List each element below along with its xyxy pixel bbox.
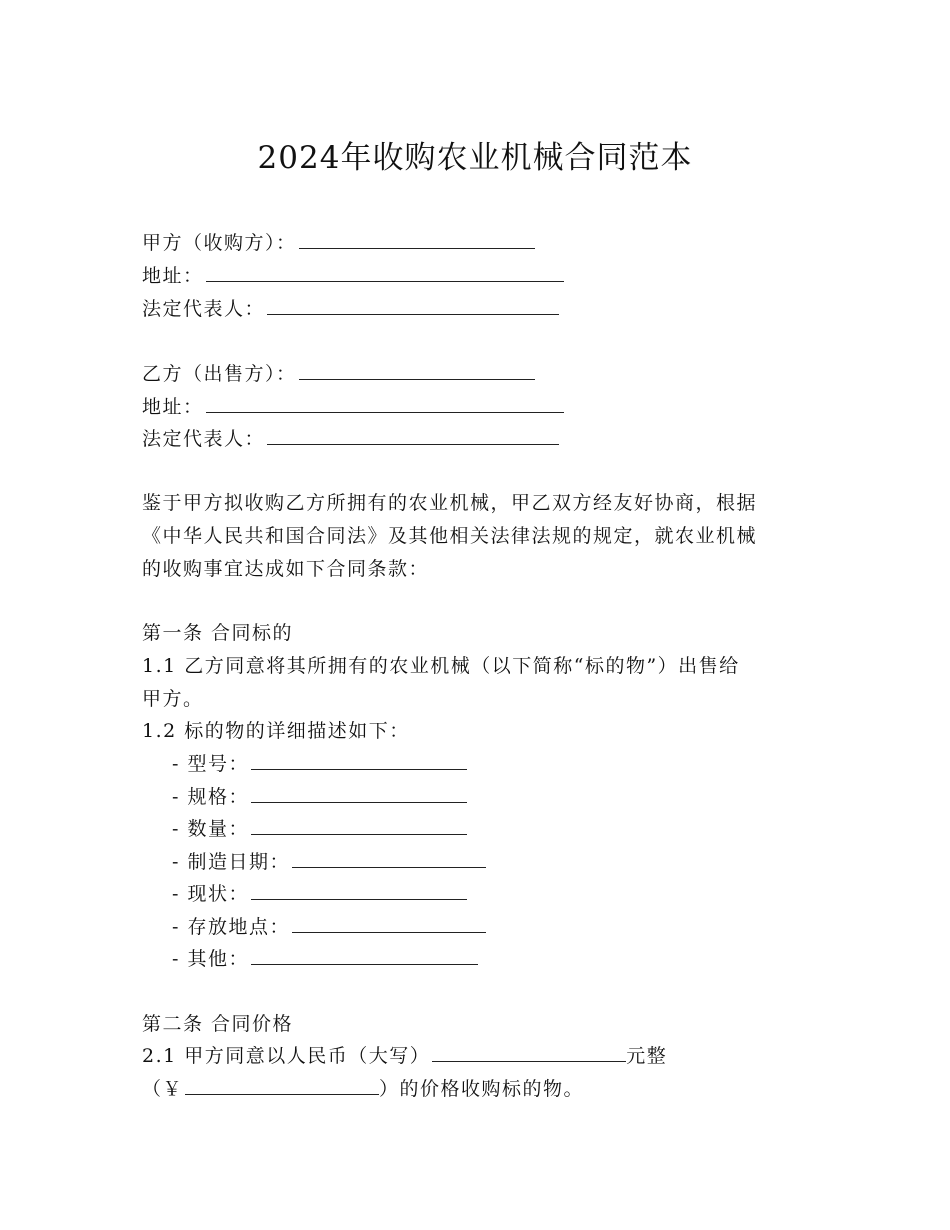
item-manufacture-date bbox=[172, 849, 486, 875]
party-a-name-line bbox=[142, 230, 535, 256]
item-condition bbox=[172, 881, 467, 907]
item-storage-location-label: - 存放地点： bbox=[172, 916, 290, 938]
preamble-line-3: 的收购事宜达成如下合同条款： bbox=[142, 558, 430, 580]
party-a-rep-blank[interactable] bbox=[267, 296, 559, 315]
clause-2-1-suffix: 元整 bbox=[626, 1045, 668, 1067]
clause-2-1-line-1 bbox=[142, 1043, 667, 1069]
item-spec-label: - 规格： bbox=[172, 786, 249, 808]
preamble-line-1: 鉴于甲方拟收购乙方所拥有的农业机械，甲乙双方经友好协商，根据 bbox=[142, 492, 758, 514]
item-storage-location-blank[interactable] bbox=[292, 914, 486, 933]
clause-1-1-line-2: 甲方。 bbox=[142, 688, 204, 710]
item-other-label: - 其他： bbox=[172, 948, 249, 970]
item-quantity-label: - 数量： bbox=[172, 818, 249, 840]
party-b-address-label: 地址： bbox=[142, 396, 204, 418]
price-words-blank[interactable] bbox=[432, 1043, 626, 1062]
party-b-rep-label: 法定代表人： bbox=[142, 428, 266, 450]
item-other bbox=[172, 946, 478, 972]
item-quantity bbox=[172, 816, 467, 842]
clause-1-1-line-1: 1.1 乙方同意将其所拥有的农业机械（以下简称“标的物”）出售给 bbox=[142, 655, 740, 677]
party-a-address-label: 地址： bbox=[142, 265, 204, 287]
party-b-address-line bbox=[142, 394, 564, 420]
party-b-rep-blank[interactable] bbox=[267, 426, 559, 445]
preamble-line-2: 《中华人民共和国合同法》及其他相关法律法规的规定，就农业机械 bbox=[142, 525, 758, 547]
party-b-rep-line bbox=[142, 426, 559, 452]
item-condition-blank[interactable] bbox=[251, 881, 467, 900]
clause-1-2: 1.2 标的物的详细描述如下： bbox=[142, 720, 410, 742]
clause-2-1-line-2 bbox=[142, 1076, 584, 1102]
party-b-name-line bbox=[142, 361, 535, 387]
party-a-rep-label: 法定代表人： bbox=[142, 298, 266, 320]
clause-2-1-line-2-suffix: ）的价格收购标的物。 bbox=[379, 1078, 585, 1100]
document-title: 2024年收购农业机械合同范本 bbox=[257, 140, 693, 176]
party-a-rep-line bbox=[142, 296, 559, 322]
party-a-label: 甲方（收购方）： bbox=[142, 232, 297, 254]
item-manufacture-date-blank[interactable] bbox=[292, 849, 486, 868]
item-storage-location bbox=[172, 914, 486, 940]
article-2-heading: 第二条 合同价格 bbox=[142, 1013, 294, 1035]
party-b-label: 乙方（出售方）： bbox=[142, 363, 297, 385]
item-condition-label: - 现状： bbox=[172, 883, 249, 905]
item-spec bbox=[172, 784, 467, 810]
item-model bbox=[172, 751, 467, 777]
item-model-label: - 型号： bbox=[172, 753, 249, 775]
item-other-blank[interactable] bbox=[251, 946, 478, 965]
item-model-blank[interactable] bbox=[251, 751, 467, 770]
party-b-address-blank[interactable] bbox=[206, 394, 564, 413]
item-quantity-blank[interactable] bbox=[251, 816, 467, 835]
clause-2-1-prefix: 2.1 甲方同意以人民币（大写） bbox=[142, 1045, 431, 1067]
party-a-address-blank[interactable] bbox=[206, 263, 564, 282]
clause-2-1-line-2-prefix: （￥ bbox=[142, 1078, 184, 1100]
party-b-name-blank[interactable] bbox=[299, 361, 535, 380]
article-1-heading: 第一条 合同标的 bbox=[142, 622, 294, 644]
item-spec-blank[interactable] bbox=[251, 784, 467, 803]
item-manufacture-date-label: - 制造日期： bbox=[172, 851, 290, 873]
party-a-address-line bbox=[142, 263, 564, 289]
party-a-name-blank[interactable] bbox=[299, 230, 535, 249]
price-figures-blank[interactable] bbox=[185, 1076, 379, 1095]
